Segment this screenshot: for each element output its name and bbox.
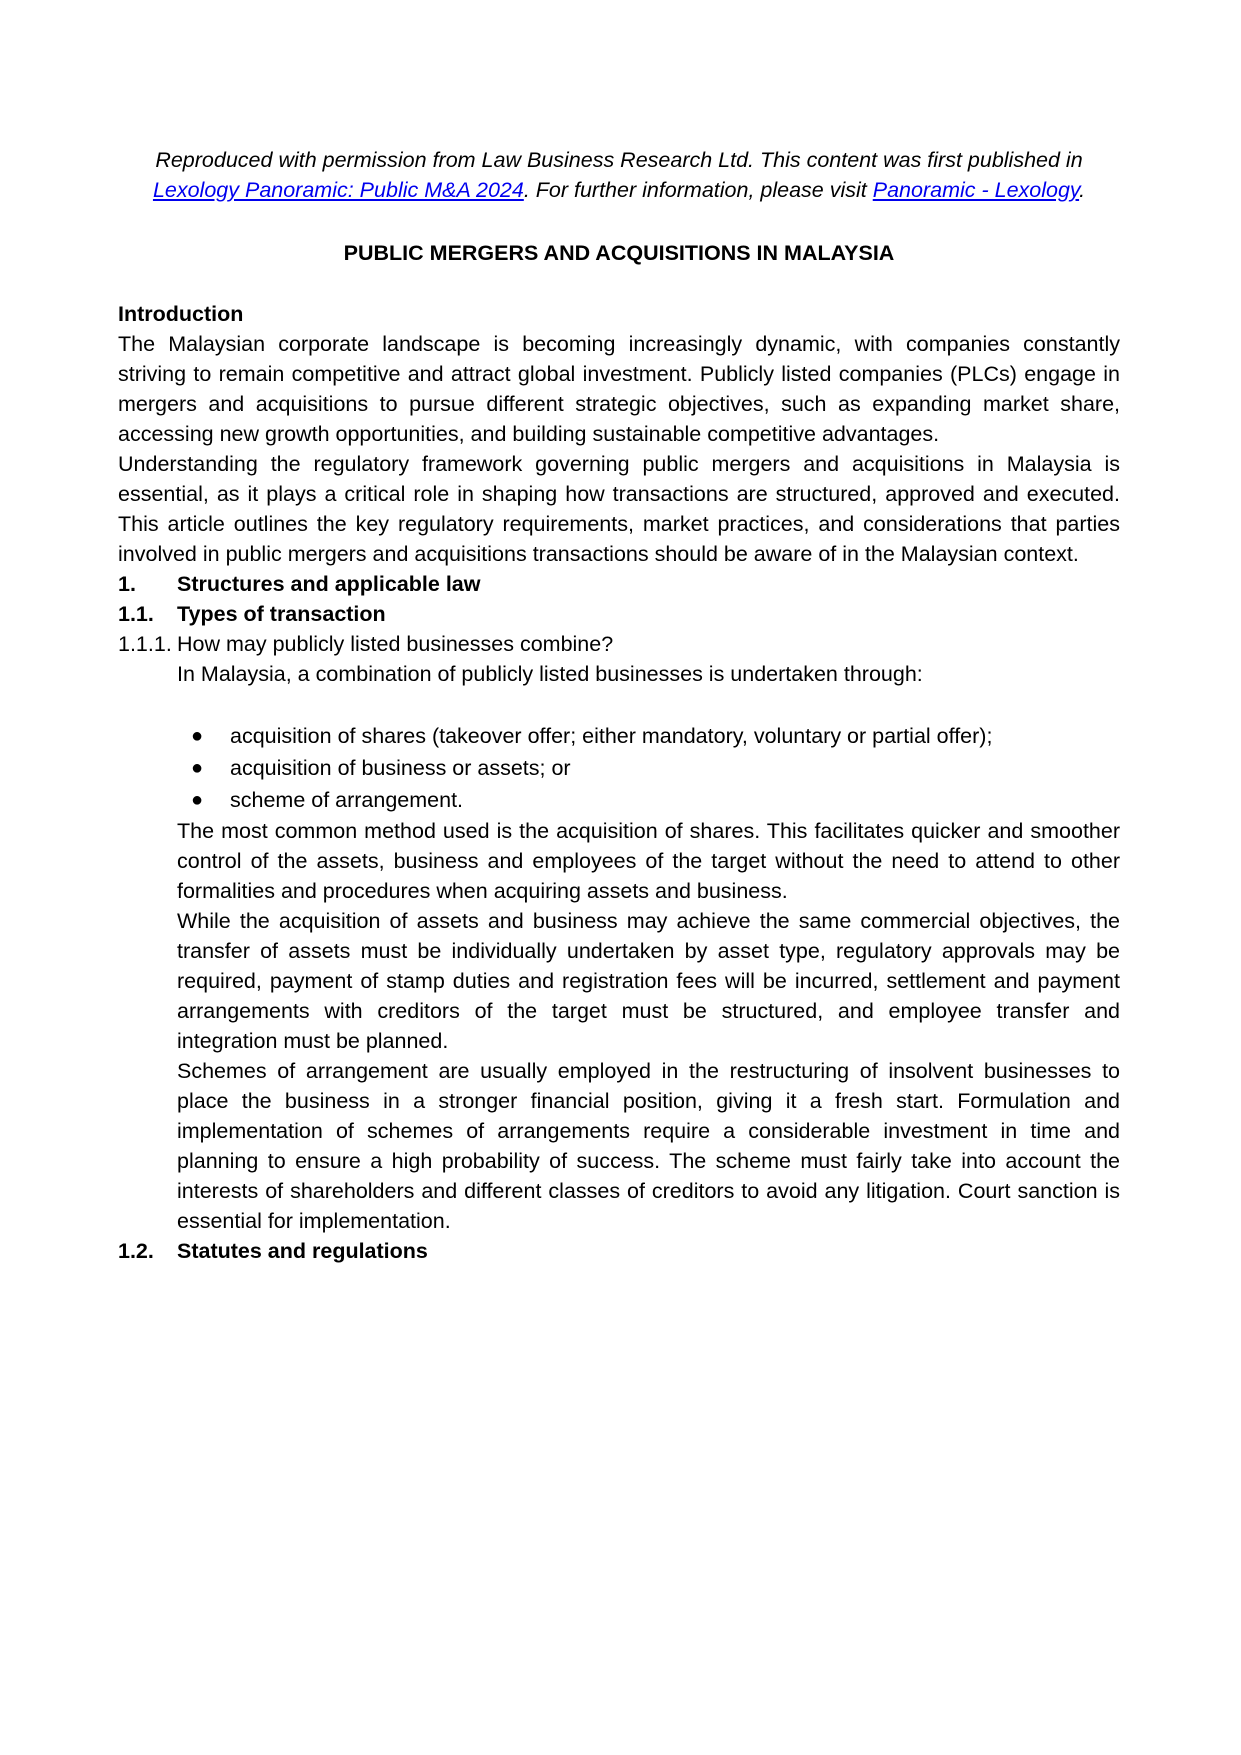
question-title: How may publicly listed businesses combine? <box>177 632 614 656</box>
list-item: ● acquisition of shares (takeover offer; either mandatory, voluntary or partial offer); <box>177 720 1120 752</box>
section-title: Structures and applicable law <box>177 572 481 596</box>
permission-notice <box>118 145 1120 205</box>
intro-paragraph-1: The Malaysian corporate landscape is becoming increasingly dynamic, with companies constantly striving to remain competitive and attract global investment. Publicly listed companies (PLCs) engage in mergers and acquisitions to pursue different strategic objectives, such as expanding market share, accessing new growth opportunities, and building sustainable competitive advantages. <box>118 332 1120 446</box>
notice-text-mid: . For further information, please visit <box>523 178 873 202</box>
list-item: ● scheme of arrangement. <box>177 784 1120 816</box>
scheme-of-arrangement-paragraph: Schemes of arrangement are usually employed in the restructuring of insolvent businesses to place the business in a stronger financial position, giving it a fresh start. Formulation and implementation of schemes of arrangements require a considerable investment in time and planning to ensure a high probability of success. The scheme must fairly take into account the interests of shareholders and different classes of creditors to avoid any litigation. Court sanction is essential for implementation. <box>177 1059 1120 1233</box>
section-title: Statutes and regulations <box>177 1239 428 1263</box>
section-title: Types of transaction <box>177 602 386 626</box>
combination-lead: In Malaysia, a combination of publicly listed businesses is undertaken through: <box>177 662 923 686</box>
bullet-icon: ● <box>191 757 204 779</box>
section-1-2-heading <box>118 1236 1120 1266</box>
notice-text-end: . <box>1079 178 1086 202</box>
bullet-icon: ● <box>191 725 204 747</box>
question-1-1-1 <box>118 629 1120 659</box>
assets-acquisition-paragraph: While the acquisition of assets and business may achieve the same commercial objectives, the transfer of assets must be individually undertaken by asset type, regulatory approvals may be required, payment of stamp duties and registration fees will be incurred, settlement and payment arrangements with creditors of the target must be structured, and employee transfer and integration must be planned. <box>177 909 1120 1053</box>
question-number: 1.1.1. <box>118 632 172 656</box>
document-title: PUBLIC MERGERS AND ACQUISITIONS IN MALAYSIA <box>343 241 895 265</box>
intro-heading: Introduction <box>118 302 244 326</box>
bullet-icon: ● <box>191 789 204 811</box>
section-number: 1.1. <box>118 602 154 626</box>
lexology-panoramic-link[interactable]: Lexology Panoramic: Public M&A 2024 <box>152 178 524 202</box>
document-page <box>118 145 1120 1266</box>
list-item: ● acquisition of business or assets; or <box>177 752 1120 784</box>
shares-acquisition-paragraph: The most common method used is the acquisition of shares. This facilitates quicker and smoother control of the assets, business and employees of the target without the need to attend to other formalities and procedures when acquiring assets and business. <box>177 819 1120 903</box>
section-1-1-heading <box>118 599 1120 629</box>
notice-text: Reproduced with permission from Law Business Research Ltd. This content was first published in <box>155 148 1083 172</box>
section-number: 1.2. <box>118 1239 154 1263</box>
section-1-heading <box>118 569 1120 599</box>
panoramic-lexology-link[interactable]: Panoramic - Lexology <box>872 178 1080 202</box>
section-number: 1. <box>118 572 136 596</box>
combination-methods-list <box>177 720 1120 816</box>
intro-paragraph-2: Understanding the regulatory framework governing public mergers and acquisitions in Malaysia is essential, as it plays a critical role in shaping how transactions are structured, approved and executed. This article outlines the key regulatory requirements, market practices, and considerations that parties involved in public mergers and acquisitions transactions should be aware of in the Malaysian context. <box>118 452 1120 566</box>
